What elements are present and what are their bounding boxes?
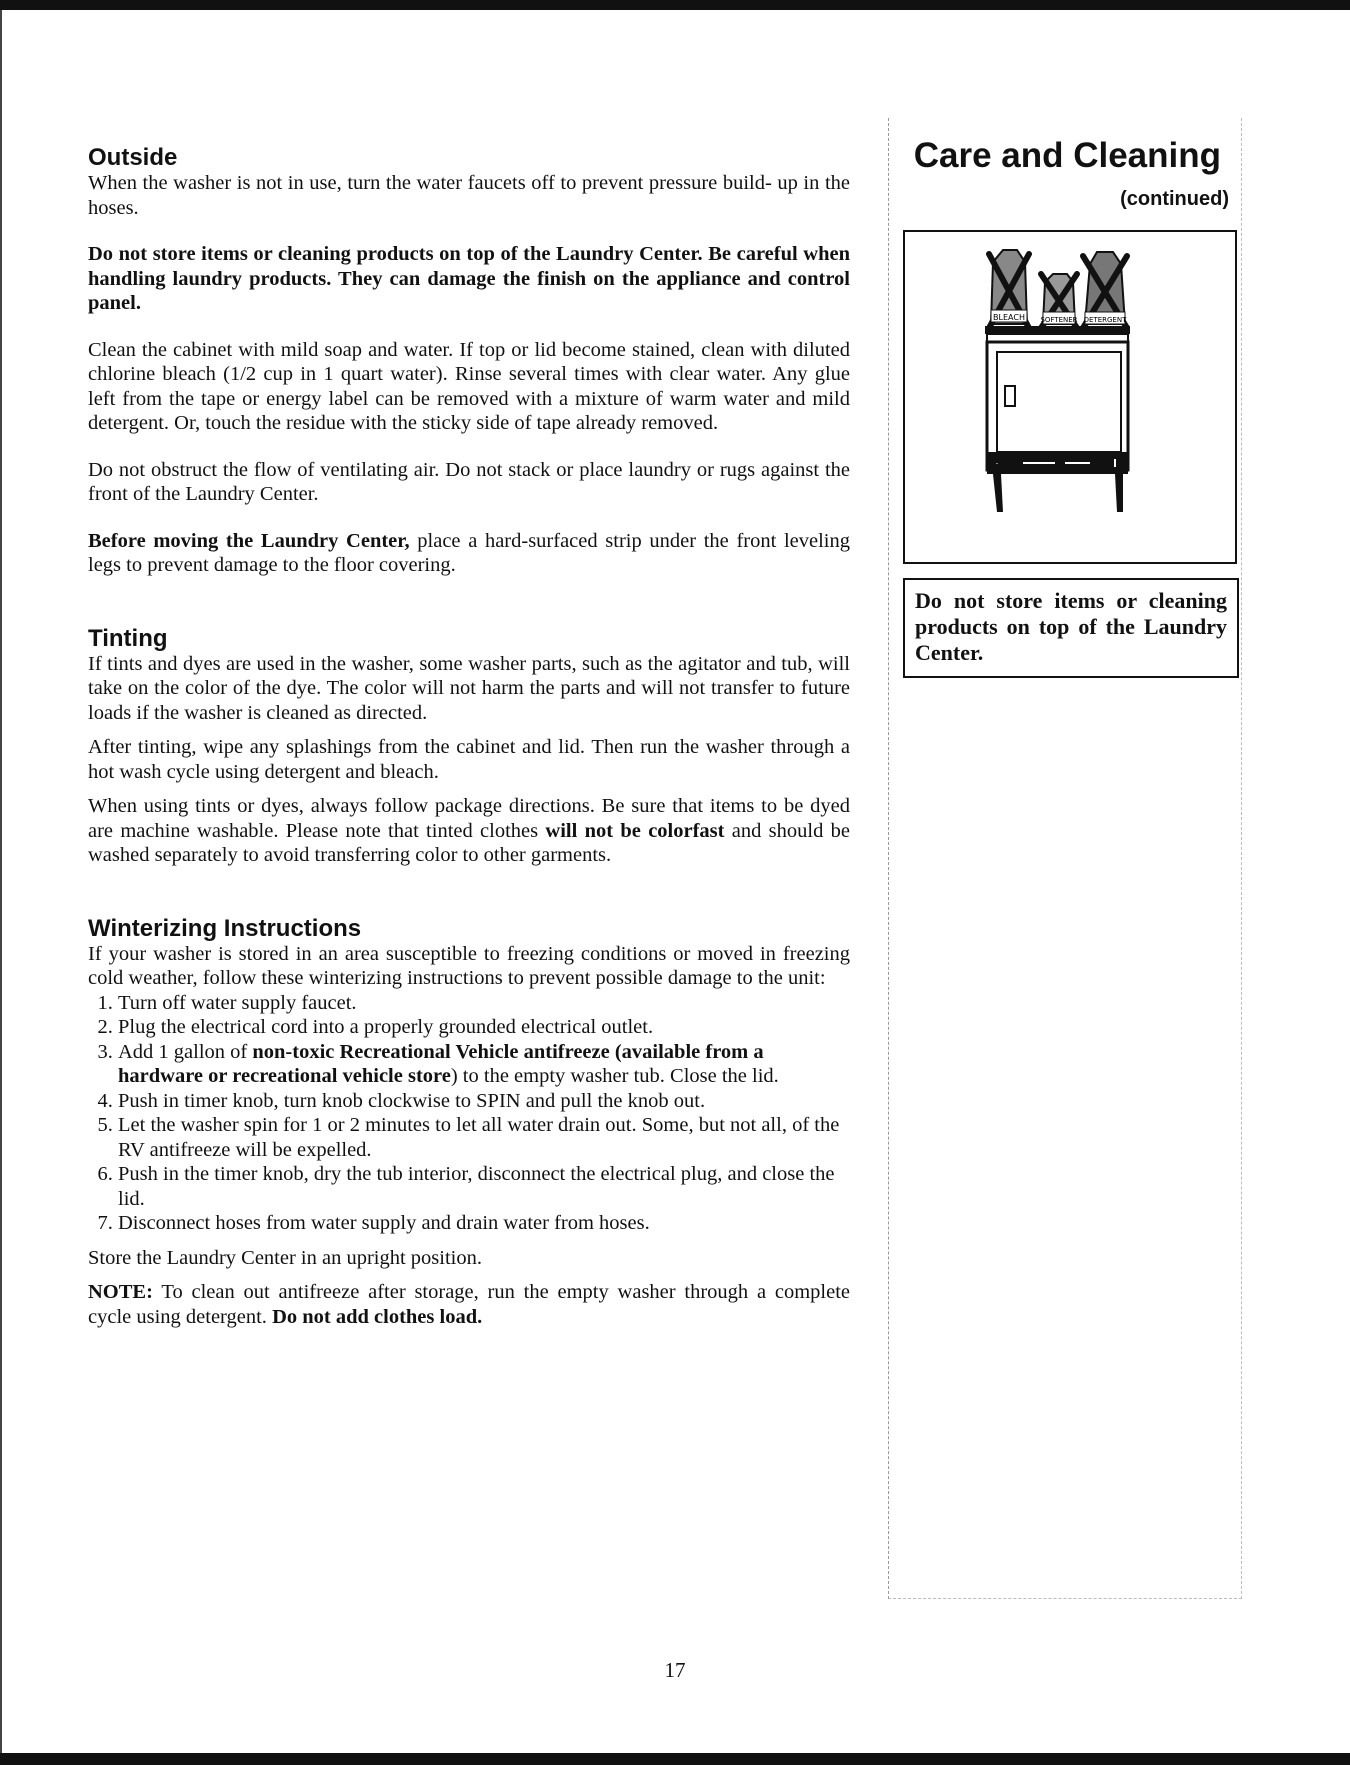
illus-label-bleach: BLEACH: [993, 313, 1025, 322]
sidebar-title: Care and Cleaning: [913, 136, 1221, 175]
step-3: [118, 1040, 850, 1089]
outside-paragraph-4: [88, 529, 850, 578]
outside-heading: Outside: [88, 144, 178, 171]
tinting-paragraph-2: After tinting, wipe any splashings from the cabinet and lid. Then run the washer through a hot wash cycle using detergent and bleach.: [88, 736, 850, 783]
step-3-bold: non-toxic Recreational Vehicle antifreeze (available from a hardware or recreational vehicle store: [118, 1040, 764, 1087]
top-border: [0, 0, 1350, 10]
outside-warning: Do not store items or cleaning products on top of the Laundry Center. Be careful when handling laundry products. They can damage the finish on the appliance and control panel.: [88, 243, 850, 314]
moving-bold: Before moving the Laundry Center,: [88, 529, 410, 552]
page-number: 17: [664, 1658, 686, 1682]
washer-products-illustration-icon: [905, 232, 1235, 562]
step-5: 5. Let the washer spin for 1 or 2 minutes to let all water drain out. Some, but not all, of the RV antifreeze will be expelled.: [118, 1113, 850, 1162]
tinting-p3-text-b: and should be washed separately to avoid transferring color to other garments.: [88, 819, 850, 866]
illus-label-softener: SOFTENER: [1040, 316, 1078, 324]
note-paragraph: [88, 1280, 850, 1329]
step-7: 7. Disconnect hoses from water supply and drain water from hoses.: [118, 1211, 850, 1236]
note-bold: Do not add clothes load.: [272, 1305, 483, 1328]
illus-label-detergent: DETERGENT: [1083, 316, 1127, 324]
note-label: NOTE:: [88, 1281, 153, 1303]
caution-box: Do not store items or cleaning products on top of the Laundry Center.: [903, 578, 1239, 678]
colorfast-bold: will not be colorfast: [545, 819, 725, 842]
main-column: [88, 145, 850, 1329]
step-3-text-b: ) to the empty washer tub. Close the lid.: [450, 1065, 779, 1087]
winterizing-heading: Winterizing Instructions: [88, 914, 362, 942]
sidebar: [888, 118, 1242, 1599]
tinting-paragraph-3: [88, 794, 850, 868]
sidebar-subtitle: (continued): [1120, 188, 1229, 210]
step-3-text-a: Add 1 gallon of: [118, 1040, 253, 1063]
tinting-p3-text-a: When using tints or dyes, always follow package directions. Be sure that items to be dyed are machine washable. Please note that tinted clothes: [88, 795, 850, 842]
moving-rest: place a hard-surfaced strip under the front leveling legs to prevent damage to the floor covering.: [88, 529, 850, 576]
bottom-border: [0, 1753, 1350, 1765]
left-edge: [0, 10, 2, 1753]
note-text: To clean out antifreeze after storage, run the empty washer through a complete cycle using detergent.: [88, 1281, 850, 1328]
store-upright: Store the Laundry Center in an upright position.: [88, 1246, 482, 1269]
laundry-center-illustration: [903, 230, 1237, 564]
winterizing-intro: If your washer is stored in an area susceptible to freezing conditions or moved in freezing cold weather, follow these winterizing instructions to prevent possible damage to the unit:: [88, 942, 850, 989]
step-1: 1. Turn off water supply faucet.: [118, 991, 850, 1016]
step-6: 6. Push in the timer knob, dry the tub interior, disconnect the electrical plug, and close the lid.: [118, 1162, 850, 1211]
tinting-heading: Tinting: [88, 624, 168, 652]
tinting-paragraph-1: If tints and dyes are used in the washer, some washer parts, such as the agitator and tub, will take on the color of the dye. The color will not harm the parts and will not transfer to future loads if the washer is cleaned as directed.: [88, 652, 850, 724]
outside-paragraph-2: Clean the cabinet with mild soap and water. If top or lid become stained, clean with diluted chlorine bleach (1/2 cup in 1 quart water). Rinse several times with clear water. Any glue left from the tape or energy label can be removed with a mixture of warm water and mild detergent. Or, touch the residue with the sticky side of tape already removed.: [88, 338, 850, 434]
outside-paragraph-1: When the washer is not in use, turn the water faucets off to prevent pressure build- up in the hoses.: [88, 172, 850, 219]
step-4: 4. Push in timer knob, turn knob clockwise to SPIN and pull the knob out.: [118, 1089, 850, 1114]
step-2: 2. Plug the electrical cord into a properly grounded electrical outlet.: [118, 1015, 850, 1040]
outside-paragraph-3: Do not obstruct the flow of ventilating air. Do not stack or place laundry or rugs against the front of the Laundry Center.: [88, 458, 850, 505]
winterizing-steps: [88, 991, 850, 1236]
